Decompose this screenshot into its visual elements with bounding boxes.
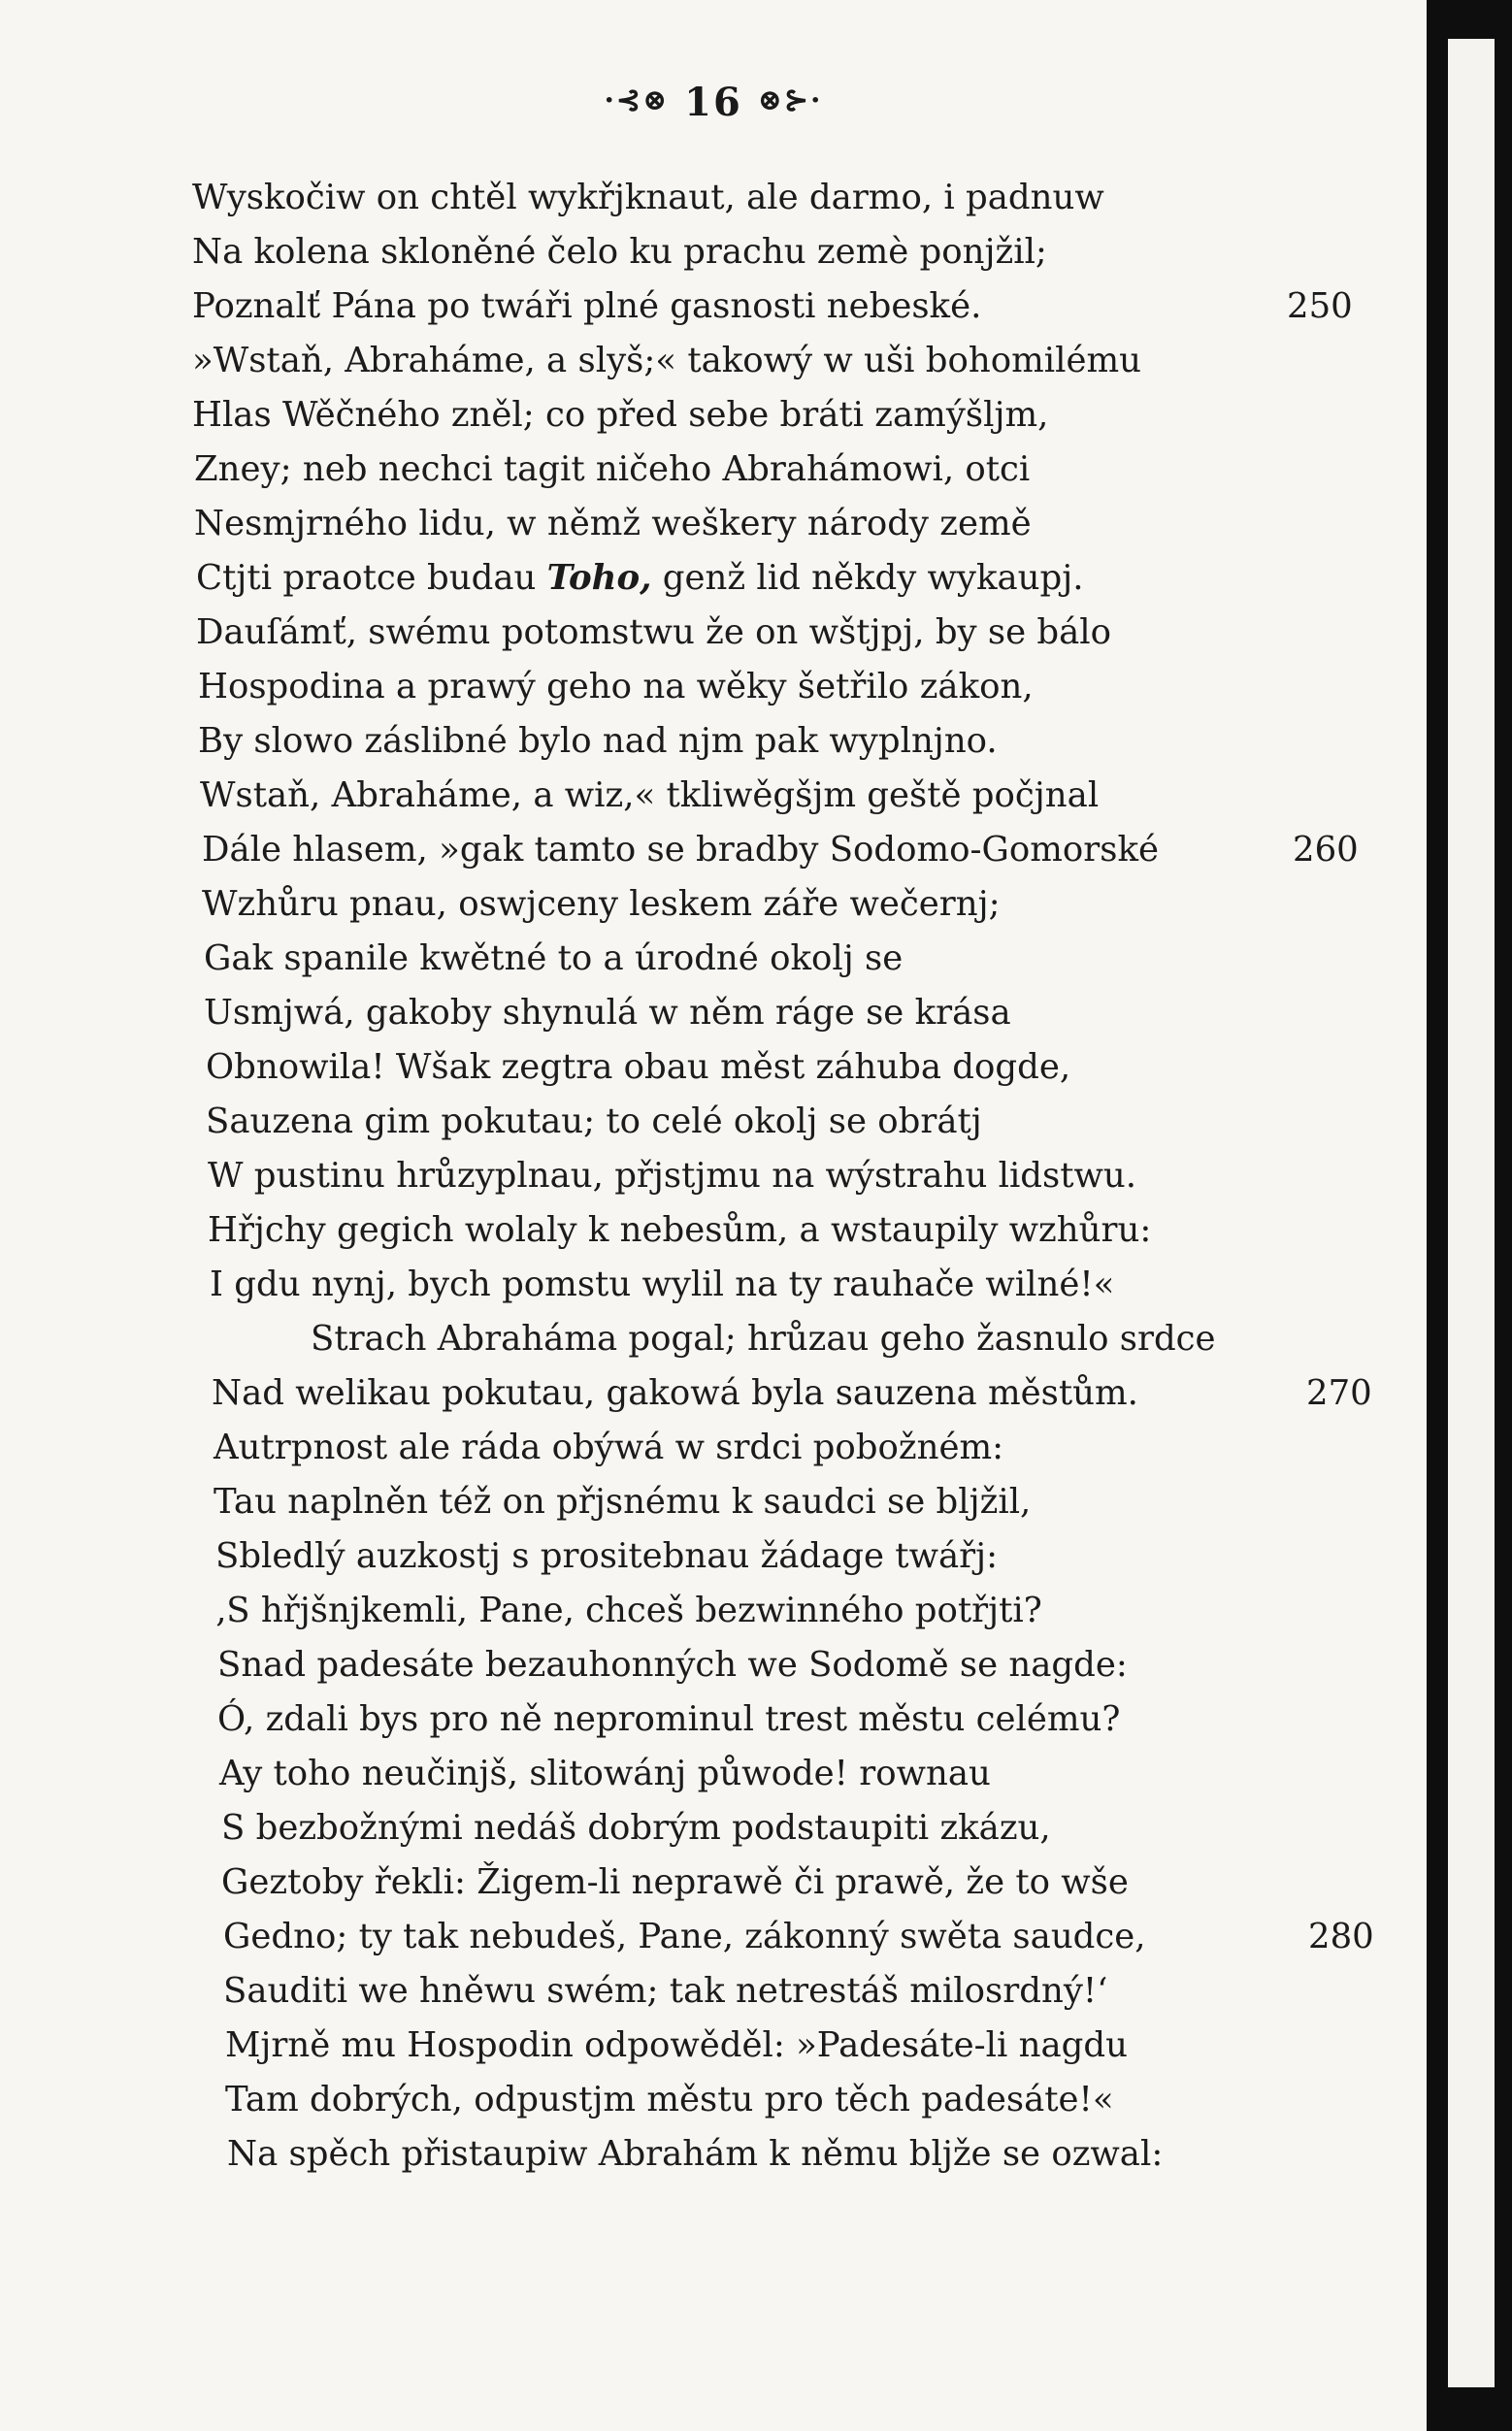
verse-text: Ctjti praotce budau <box>196 558 547 598</box>
verse-line: Nesmjrného lidu, w němž weškery národy země <box>194 504 1032 543</box>
verse-line: Hospodina a prawý geho na wěky šetřilo zákon, <box>198 667 1034 706</box>
verse-line: Mjrně mu Hospodin odpowěděl: »Padesáte-li nagdu <box>225 2025 1128 2065</box>
verse-line: Sauditi we hněwu swém; tak netrestáš milosrdný!‘ <box>223 1971 1108 2011</box>
page-number: 16 <box>684 80 742 125</box>
verse-line: Tam dobrých, odpustjm městu pro těch padesáte!« <box>225 2080 1114 2119</box>
verse-line: Hlas Wěčného zněl; co před sebe bráti zamýšljm, <box>192 395 1049 435</box>
verse-text: genž lid někdy wykaupj. <box>651 558 1084 598</box>
line-number: 260 <box>1293 830 1359 870</box>
verse-line: »Wstaň, Abraháme, a slyš;« takowý w uši bohomilému <box>192 341 1141 380</box>
verse-line: Tau naplněn též on přjsnému k saudci se bljžil, <box>214 1482 1032 1522</box>
verse-line: Sbledlý auzkostj s prositebnau žádage twářj: <box>215 1536 999 1576</box>
left-ornament: ·⊰⊗ <box>604 83 670 117</box>
verse-line: Snad padesáte bezauhonných we Sodomě se nagde: <box>217 1645 1128 1685</box>
verse-line: Na kolena skloněné čelo ku prachu zemè ponjžil; <box>192 232 1047 272</box>
verse-line: Na spěch přistaupiw Abrahám k němu bljže se ozwal: <box>227 2134 1164 2174</box>
verse-line: I gdu nynj, bych pomstu wylil na ty rauhače wilné!« <box>210 1265 1115 1304</box>
verse-line: ‚S hřjšnjkemli, Pane, chceš bezwinného potřjti? <box>215 1591 1042 1630</box>
emphasized-word: Toho, <box>546 558 652 598</box>
verse-line: Nad welikau pokutau, gakowá byla sauzena městům. <box>212 1373 1138 1413</box>
verse-line: Usmjwá, gakoby shynulá w něm ráge se krása <box>204 993 1011 1033</box>
verse-line <box>196 558 1084 598</box>
line-number: 250 <box>1287 286 1353 326</box>
line-number: 270 <box>1306 1373 1372 1413</box>
adjacent-page-strip <box>1448 39 1495 2387</box>
verse-line-indented: Strach Abraháma pogal; hrůzau geho žasnulo srdce <box>311 1319 1216 1359</box>
verse-line: S bezbožnými nedáš dobrým podstaupiti zkázu, <box>221 1808 1051 1848</box>
verse-line: Gedno; ty tak nebudeš, Pane, zákonný swěta saudce, <box>223 1917 1146 1956</box>
verse-line: Dauſámť, swému potomstwu že on wštjpj, by se bálo <box>196 612 1112 652</box>
verse-line: Gak spanile kwětné to a úrodné okolj se <box>204 938 904 978</box>
verse-line: Wzhůru pnau, oswjceny leskem záře wečernj; <box>202 884 1001 924</box>
verse-line: Hřjchy gegich wolaly k nebesům, a wstaupily wzhůru: <box>208 1210 1152 1250</box>
verse-line: Ó, zdali bys pro ně neprominul trest městu celému? <box>217 1699 1121 1739</box>
verse-line: W pustinu hrůzyplnau, přjstjmu na wýstrahu lidstwu. <box>208 1156 1137 1196</box>
right-ornament: ⊗⊱· <box>757 83 823 117</box>
verse-line: Poznalť Pána po twáři plné gasnosti nebeské. <box>192 286 982 326</box>
verse-line: Zney; neb nechci tagit ničeho Abrahámowi, otci <box>194 449 1031 489</box>
verse-line: Wyskočiw on chtěl wykřjknaut, ale darmo, i padnuw <box>192 178 1104 217</box>
verse-line: Wstaň, Abraháme, a wiz,« tkliwěgšjm geště počjnal <box>200 775 1100 815</box>
verse-line: Dále hlasem, »gak tamto se bradby Sodomo-Gomorské <box>202 830 1159 870</box>
verse-line: Sauzena gim pokutau; to celé okolj se obrátj <box>206 1101 982 1141</box>
verse-line: Autrpnost ale ráda obýwá w srdci pobožném: <box>214 1428 1004 1467</box>
verse-line: Ay toho neučinjš, slitowánj půwode! rownau <box>219 1754 991 1793</box>
line-number: 280 <box>1308 1917 1374 1956</box>
verse-line: Obnowila! Wšak zegtra obau měst záhuba dogde, <box>206 1047 1071 1087</box>
adjacent-page-edge <box>1427 0 1512 2431</box>
verse-line: Geztoby řekli: Žigem-li neprawě či prawě, že to wše <box>221 1862 1129 1902</box>
verse-line: By slowo záslibné bylo nad njm pak wyplnjno. <box>198 721 998 761</box>
page-header <box>0 80 1427 125</box>
